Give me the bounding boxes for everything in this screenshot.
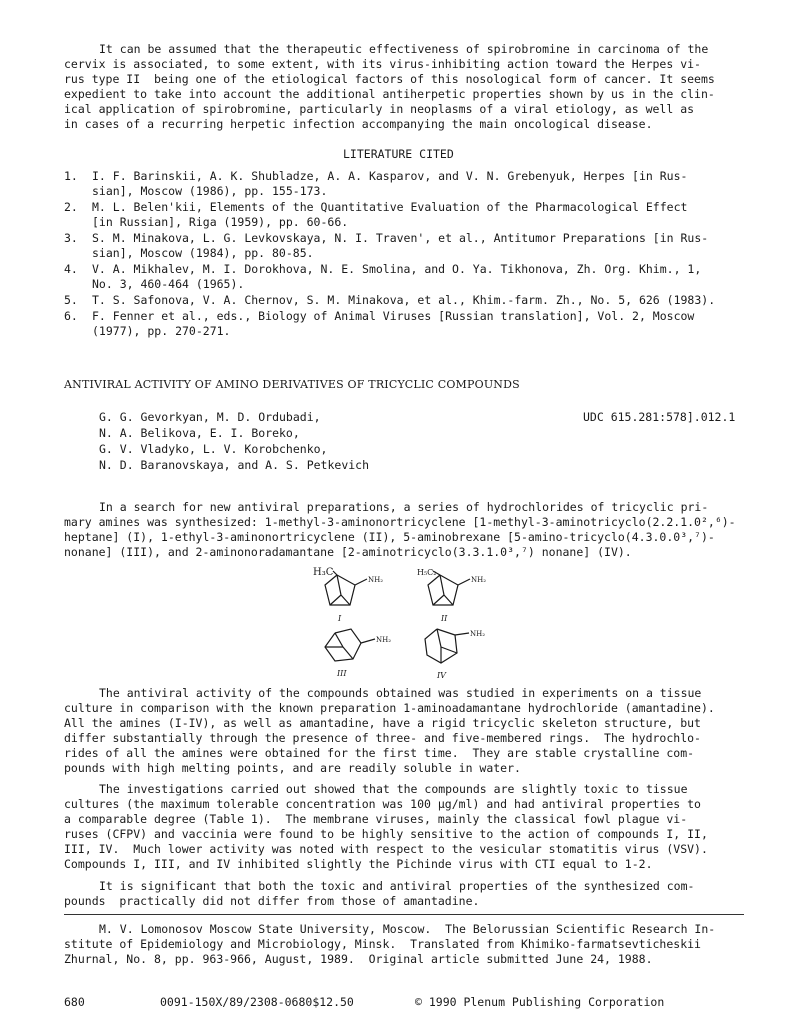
article-code: 0091-150X/89/2308-0680$12.50 xyxy=(160,995,354,1009)
text-line: cervix is associated, to some extent, with its virus-inhibiting action toward the Herpes vi- xyxy=(64,57,701,71)
amine-label: NH₂ xyxy=(470,630,486,638)
reference-text: sian], Moscow (1986), pp. 155-173. xyxy=(92,184,328,198)
reference-text: sian], Moscow (1984), pp. 80-85. xyxy=(92,246,314,260)
udc-code: UDC 615.281:578].012.1 xyxy=(583,410,736,424)
reference-number: 6. xyxy=(64,309,78,323)
text-line: stitute of Epidemiology and Microbiology, Minsk. Translated from Khimiko-farmatsevticheskii xyxy=(64,937,701,951)
reference-number: 5. xyxy=(64,293,78,307)
amine-label: NH₂ xyxy=(368,576,384,584)
reference-text: I. F. Barinskii, A. K. Shubladze, A. A. Kasparov, and V. N. Grebenyuk, Herpes [in Rus- xyxy=(92,169,688,183)
reference-text: F. Fenner et al., eds., Biology of Animal Viruses [Russian translation], Vol. 2, Moscow xyxy=(92,309,695,323)
methyl-label: H₃C xyxy=(313,567,334,578)
amine-label: NH₂ xyxy=(471,576,487,584)
reference-number: 3. xyxy=(64,231,78,245)
text-line: differ substantially through the presence of three- and five-membered rings. The hydrochlo- xyxy=(64,731,701,745)
text-line: in cases of a recurring herpetic infection accompanying the main oncological disease. xyxy=(64,117,653,131)
reference-number: 4. xyxy=(64,262,78,276)
text-line: expedient to take into account the additional antiherpetic properties shown by us in the clin- xyxy=(64,87,715,101)
reference-text: No. 3, 460-464 (1965). xyxy=(92,277,245,291)
text-line: It is significant that both the toxic and antiviral properties of the synthesized com- xyxy=(99,879,695,893)
structure-label: II xyxy=(441,614,448,623)
reference-number: 2. xyxy=(64,200,78,214)
footnote-divider xyxy=(64,914,744,915)
text-line: ical application of spirobromine, particularly in neoplasms of a viral etiology, as well as xyxy=(64,102,695,116)
ethyl-label: H₅C₂ xyxy=(417,568,437,577)
structure-label: IV xyxy=(437,671,446,680)
text-line: pounds with high melting points, and are readily soluble in water. xyxy=(64,761,521,775)
text-line: All the amines (I-IV), as well as amantadine, have a rigid tricyclic skeleton structure, but xyxy=(64,716,701,730)
reference-text: [in Russian], Riga (1959), pp. 60-66. xyxy=(92,215,349,229)
text-line: The investigations carried out showed that the compounds are slightly toxic to tissue xyxy=(99,782,688,796)
literature-heading: LITERATURE CITED xyxy=(343,147,454,161)
structure-label: III xyxy=(337,669,347,678)
reference-text: (1977), pp. 270-271. xyxy=(92,324,231,338)
text-line: pounds practically did not differ from those of amantadine. xyxy=(64,894,480,908)
reference-text: S. M. Minakova, L. G. Levkovskaya, N. I. Traven', et al., Antitumor Preparations [in Rus- xyxy=(92,231,709,245)
structure-label: I xyxy=(338,614,342,623)
author-line: G. G. Gevorkyan, M. D. Ordubadi, xyxy=(99,410,321,424)
text-line: rides of all the amines were obtained for the first time. They are stable crystalline com- xyxy=(64,746,695,760)
text-line: Zhurnal, No. 8, pp. 963-966, August, 1989. Original article submitted June 24, 1988. xyxy=(64,952,653,966)
amine-label: NH₂ xyxy=(376,636,392,644)
text-line: cultures (the maximum tolerable concentration was 100 μg/ml) and had antiviral properties to xyxy=(64,797,701,811)
text-line: a comparable degree (Table 1). The membrane viruses, mainly the classical fowl plague vi- xyxy=(64,812,688,826)
text-line: It can be assumed that the therapeutic effectiveness of spirobromine in carcinoma of the xyxy=(99,42,709,56)
text-line: III, IV. Much lower activity was noted with respect to the vesicular stomatitis virus (VSV). xyxy=(64,842,708,856)
reference-text: T. S. Safonova, V. A. Chernov, S. M. Minakova, et al., Khim.-farm. Zh., No. 5, 626 (1983). xyxy=(92,293,716,307)
text-line: Compounds I, III, and IV inhibited slightly the Pichinde virus with CTI equal to 1-2. xyxy=(64,857,653,871)
author-line: G. V. Vladyko, L. V. Korobchenko, xyxy=(99,442,328,456)
chemical-structures xyxy=(295,563,545,683)
text-line: In a search for new antiviral preparations, a series of hydrochlorides of tricyclic pri- xyxy=(99,500,709,514)
text-line: heptane] (I), 1-ethyl-3-aminonortricyclene (II), 5-aminobrexane [5-amino-tricyclo(4.3.0.0³,⁷)- xyxy=(64,530,715,544)
text-line: rus type II being one of the etiological factors of this nosological form of cancer. It seems xyxy=(64,72,715,86)
structure-iv xyxy=(425,629,469,663)
reference-number: 1. xyxy=(64,169,78,183)
page-number: 680 xyxy=(64,995,85,1009)
reference-text: V. A. Mikhalev, M. I. Dorokhova, N. E. Smolina, and O. Ya. Tikhonova, Zh. Org. Khim., 1, xyxy=(92,262,702,276)
text-line: mary amines was synthesized: 1-methyl-3-aminonortricyclene [1-methyl-3-aminotricyclo(2.2.1.0²,⁶)- xyxy=(64,515,736,529)
article-title: ANTIVIRAL ACTIVITY OF AMINO DERIVATIVES OF TRICYCLIC COMPOUNDS xyxy=(64,378,520,391)
author-line: N. D. Baranovskaya, and A. S. Petkevich xyxy=(99,458,370,472)
structure-iii xyxy=(325,629,375,661)
copyright: © 1990 Plenum Publishing Corporation xyxy=(415,995,665,1009)
text-line: nonane] (III), and 2-aminonoradamantane [2-aminotricyclo(3.3.1.0³,⁷) nonane] (IV). xyxy=(64,545,632,559)
text-line: ruses (CFPV) and vaccinia were found to be highly sensitive to the action of compounds I, II, xyxy=(64,827,708,841)
text-line: M. V. Lomonosov Moscow State University, Moscow. The Belorussian Scientific Research In- xyxy=(99,922,716,936)
reference-text: M. L. Belen'kii, Elements of the Quantitative Evaluation of the Pharmacological Effect xyxy=(92,200,688,214)
author-line: N. A. Belikova, E. I. Boreko, xyxy=(99,426,300,440)
text-line: culture in comparison with the known preparation 1-aminoadamantane hydrochloride (amantadine). xyxy=(64,701,715,715)
text-line: The antiviral activity of the compounds obtained was studied in experiments on a tissue xyxy=(99,686,702,700)
